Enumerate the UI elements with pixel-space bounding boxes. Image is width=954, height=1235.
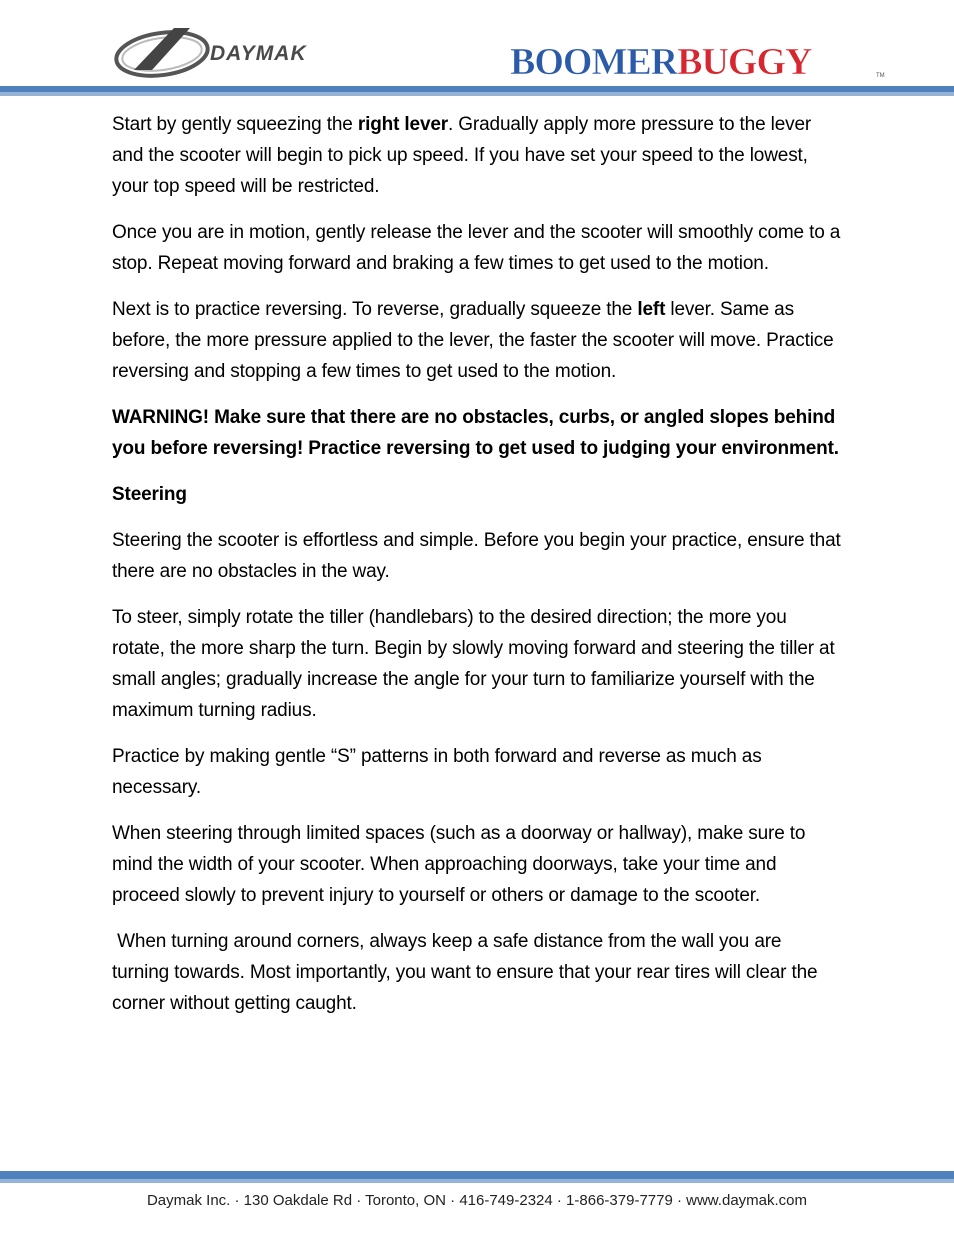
right-lever-emphasis: right lever [357,114,449,135]
paragraph-right-lever: Start by gently squeezing the right lever. Gradually apply more pressure to the lever and the scooter will begin to pick up speed. If you have set your speed to the lowest, your top speed will be restricted. [112,114,812,197]
steering-heading: Steering [112,484,187,505]
paragraph-stop: Once you are in motion, gently release the lever and the scooter will smoothly come to a stop. Repeat moving forward and braking a few times to get used to the motion. [112,222,841,274]
footer-divider [0,1171,954,1183]
paragraph-s-patterns: Practice by making gentle “S” patterns in both forward and reverse as much as necessary. [112,746,762,798]
left-lever-emphasis: left [637,299,666,320]
paragraph-steering-tiller: To steer, simply rotate the tiller (handlebars) to the desired direction; the more you rotate, the more sharp the turn. Begin by slowly moving forward and steering the tiller at small angles; gradually increase the angle for your turn to familiarize yourself with the maximum turning radius. [112,607,835,721]
header-divider [0,86,954,96]
main-content [112,109,842,1034]
daymak-logo [112,20,336,80]
paragraph-steering-intro: Steering the scooter is effortless and simple. Before you begin your practice, ensure that there are no obstacles in the way. [112,530,841,582]
footer-contact: Daymak Inc. · 130 Oakdale Rd · Toronto, ON · 416-749-2324 · 1-866-379-7779 · www.daymak.com [146,1192,808,1209]
warning-paragraph: WARNING! Make sure that there are no obstacles, curbs, or angled slopes behind you before reversing! Practice reversing to get used to judging your environment. [112,407,839,459]
page-header [0,0,954,86]
paragraph-reversing: Next is to practice reversing. To reverse, gradually squeeze the left lever. Same as before, the more pressure applied to the lever, the faster the scooter will move. Practice reversing and stopping a few times to get used to the motion. [112,299,834,382]
boomerbuggy-logo [508,40,888,80]
daymak-logo-text: DAYMAK [210,42,307,65]
paragraph-corners: When turning around corners, always keep a safe distance from the wall you are turning towards. Most importantly, you want to ensure that your rear tires will clear the corner without getting caught. [112,931,823,1014]
paragraph-limited-spaces: When steering through limited spaces (such as a doorway or hallway), make sure to mind the width of your scooter. When approaching doorways, take your time and proceed slowly to prevent injury to yourself or others or damage to the scooter. [112,823,806,906]
boomerbuggy-logo-text: BOOMERBUGGY [510,41,812,80]
trademark-mark: TM [876,73,885,79]
